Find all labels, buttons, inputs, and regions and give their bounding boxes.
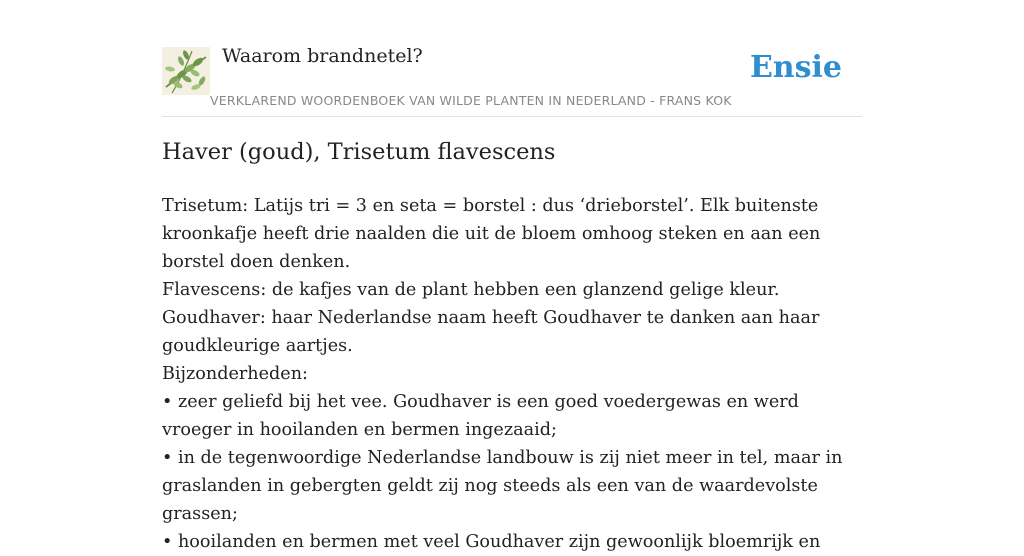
entry-list-item: • zeer geliefd bij het vee. Goudhaver is een goed voedergewas en werd vroeger in hooilanden en bermen ingezaaid; bbox=[162, 392, 799, 440]
header bbox=[162, 0, 862, 117]
site-subtitle: VERKLAREND WOORDENBOEK VAN WILDE PLANTEN IN NEDERLAND - FRANS KOK bbox=[210, 93, 732, 108]
entry-paragraph: Goudhaver: haar Nederlandse naam heeft Goudhaver te danken aan haar goudkleurige aartjes. bbox=[162, 308, 820, 356]
entry-list-item: • hooilanden en bermen met veel Goudhaver zijn gewoonlijk bloemrijk en bbox=[162, 532, 821, 552]
entry-list-item: • in de tegenwoordige Nederlandse landbouw is zij niet meer in tel, maar in graslanden in gebergten geldt zij nog steeds als een van de waardevolste grassen; bbox=[162, 448, 843, 524]
entry-title: Haver (goud), Trisetum flavescens bbox=[162, 139, 556, 165]
entry-paragraph: Flavescens: de kafjes van de plant hebben een glanzend gelige kleur. bbox=[162, 280, 780, 300]
leaf-icon[interactable] bbox=[162, 47, 210, 95]
entry-body bbox=[162, 192, 866, 556]
entry-paragraph: Bijzonderheden: bbox=[162, 364, 308, 384]
site-title[interactable]: Waarom brandnetel? bbox=[222, 45, 423, 67]
entry-paragraph: Trisetum: Latijs tri = 3 en seta = borstel : dus ‘drieborstel’. Elk buitenste kroonkafje heeft drie naalden die uit de bloem omhoog steken en aan een borstel doen denken. bbox=[162, 196, 821, 272]
brand-logo[interactable]: Ensie bbox=[749, 50, 842, 85]
leaf-illustration bbox=[162, 47, 210, 95]
